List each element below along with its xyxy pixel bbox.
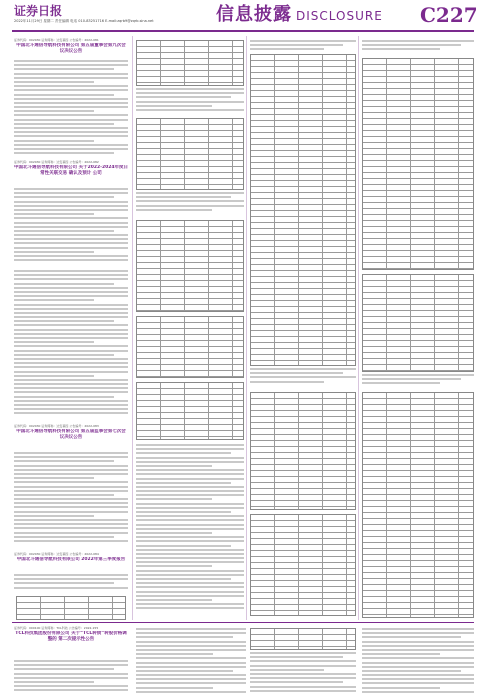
data-table bbox=[250, 54, 356, 366]
column-1 bbox=[14, 36, 128, 620]
announcement-code-line: 证券代码：002030 证券简称：达安基因 公告编号：2022-082 bbox=[14, 160, 99, 164]
announcement-block bbox=[14, 626, 128, 642]
column-2 bbox=[136, 36, 244, 620]
body-text bbox=[14, 270, 128, 420]
announcement-title: 中国北斗通信导航科技有限公司 第五届监事会第七次会议决议公告 bbox=[16, 429, 126, 440]
section-title-en: DISCLOSURE bbox=[296, 9, 383, 23]
header-meta-line: 2022年11月29日 星期二 责任编辑 电话 010-83251716 E-mail:zqrb9@zqrb.sina.net bbox=[14, 19, 154, 23]
data-table bbox=[136, 316, 244, 378]
data-table bbox=[250, 628, 356, 650]
data-table bbox=[362, 392, 474, 618]
data-table bbox=[136, 220, 244, 312]
data-table bbox=[250, 514, 356, 616]
body-text bbox=[14, 660, 128, 696]
body-text bbox=[250, 368, 356, 388]
announcement-code-line: 证券代码：000100 证券简称：TCL科技 公告编号：2022-155 bbox=[14, 626, 99, 630]
header-rule bbox=[12, 30, 474, 32]
body-text bbox=[362, 374, 474, 388]
data-table bbox=[136, 382, 244, 440]
body-text bbox=[136, 444, 244, 620]
column-divider bbox=[246, 36, 247, 620]
body-text bbox=[136, 88, 244, 116]
body-text bbox=[14, 574, 128, 594]
body-text bbox=[14, 60, 128, 158]
announcement-code-line: 证券代码：002030 证券简称：达安基因 公告编号：2022-081 bbox=[14, 38, 99, 42]
financial-table bbox=[16, 596, 126, 620]
announcement-block bbox=[14, 160, 128, 176]
data-table bbox=[136, 118, 244, 190]
announcement-code-line: 证券代码：002030 证券简称：达安基因 公告编号：2022-083 bbox=[14, 424, 99, 428]
announcement-code-line: 证券代码：002030 证券简称：达安基因 公告编号：2022-084 bbox=[14, 552, 99, 556]
announcement-block bbox=[14, 424, 128, 440]
body-text bbox=[136, 628, 246, 696]
body-text bbox=[14, 452, 128, 548]
column-divider bbox=[358, 36, 359, 620]
newspaper-logo: 证券日报 bbox=[14, 4, 63, 18]
body-text bbox=[362, 628, 474, 696]
announcement-block bbox=[14, 552, 128, 563]
body-text bbox=[250, 652, 356, 696]
announcement-title: TCL科技集团股份有限公司 关于“TCL转债”转股价格调整的 第二次提示性公告 bbox=[15, 631, 127, 642]
page-number: C227 bbox=[420, 3, 478, 27]
data-table bbox=[362, 274, 474, 372]
section-title: 信息披露 bbox=[216, 4, 292, 25]
announcement-block bbox=[14, 38, 128, 54]
page-header bbox=[0, 0, 484, 40]
announcement-title: 中国北斗通信导航科技有限公司 关于2022-2024年度日常性关联交易 确认及预计 公司 bbox=[14, 165, 128, 176]
body-text bbox=[250, 40, 356, 52]
data-table bbox=[250, 392, 356, 510]
announcement-title: 中国北斗通信导航科技有限公司 第五届董事会第九次会议决议公告 bbox=[16, 43, 126, 54]
data-table bbox=[362, 58, 474, 270]
column-divider bbox=[132, 36, 133, 620]
bottom-section-rule bbox=[12, 622, 474, 623]
data-table bbox=[136, 40, 244, 86]
body-text bbox=[136, 192, 244, 216]
announcement-title: 中国北斗通信导航科技有限公司 2022年第三季度报告 bbox=[16, 557, 126, 562]
column-4 bbox=[362, 36, 474, 620]
body-text bbox=[362, 40, 474, 54]
column-3 bbox=[250, 36, 356, 620]
body-text bbox=[14, 188, 128, 264]
